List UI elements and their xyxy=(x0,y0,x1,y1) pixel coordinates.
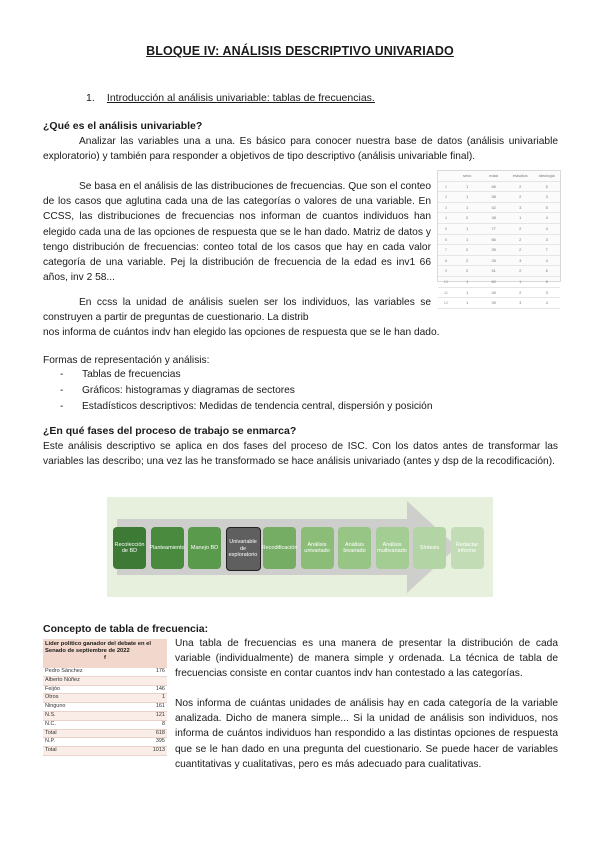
table-cell: 1 xyxy=(466,204,469,210)
table-cell: 10 xyxy=(443,278,449,284)
table-cell: 3 xyxy=(519,204,522,210)
table-row xyxy=(438,288,560,299)
table-cell: 66 xyxy=(491,183,496,189)
table-cell: 2 xyxy=(519,225,522,231)
row-label: Alberto Núñez xyxy=(45,676,80,683)
table-row xyxy=(43,677,167,686)
table-cell: 6 xyxy=(545,268,548,274)
table-cell: 6 xyxy=(444,236,448,242)
table-cell: 2 xyxy=(519,183,522,189)
table-cell: 1 xyxy=(444,183,448,189)
table-cell: 60 xyxy=(491,278,496,284)
row-label: Feijóo xyxy=(45,685,60,692)
table-cell: 51 xyxy=(491,268,496,274)
row-value: 395 xyxy=(155,738,165,745)
table-cell: 3 xyxy=(545,289,548,295)
process-step: Univariable de exploratorio xyxy=(226,527,261,571)
table-row xyxy=(43,668,167,677)
table-cell: 9 xyxy=(444,268,448,274)
table-row xyxy=(438,277,560,288)
table-cell: 2 xyxy=(519,268,522,274)
table-cell: 1 xyxy=(519,278,522,284)
grid-body xyxy=(438,182,560,309)
table-row xyxy=(43,694,167,703)
table-cell: 4 xyxy=(545,257,548,263)
table-row xyxy=(438,298,560,309)
row-value: 1013 xyxy=(152,747,165,754)
table-cell: 1 xyxy=(466,289,469,295)
table-cell: 2 xyxy=(444,194,448,200)
table-row xyxy=(43,712,167,721)
table-row xyxy=(438,235,560,246)
table-row xyxy=(438,266,560,277)
table-cell: 4 xyxy=(545,215,548,221)
process-step: Análisis univariado xyxy=(301,527,334,569)
table-cell: 77 xyxy=(491,225,496,231)
table-cell: 3 xyxy=(519,257,522,263)
list-item: - Gráficos: histogramas y diagramas de sectores xyxy=(60,383,560,399)
table-cell: 1 xyxy=(466,183,469,189)
table-row xyxy=(43,703,167,712)
section-heading xyxy=(86,92,375,104)
table-cell: 1 xyxy=(466,278,469,284)
row-label: Total xyxy=(45,729,57,736)
list-item: - Tablas de frecuencias xyxy=(60,367,560,383)
table-cell: 35 xyxy=(491,247,496,253)
row-value: 8 xyxy=(161,720,165,727)
freq-table-body xyxy=(43,668,167,756)
row-value: 121 xyxy=(155,711,165,718)
process-step: Redactar informe xyxy=(451,527,484,569)
table-cell: 5 xyxy=(545,278,548,284)
table-cell: 3 xyxy=(444,204,448,210)
table-cell: 1 xyxy=(466,194,469,200)
table-cell: 5 xyxy=(545,204,548,210)
freq-table-header: Líder político ganador del debate en el Senado de septiembre de 2022 f xyxy=(43,639,167,668)
table-cell: 2 xyxy=(519,247,522,253)
table-cell: 2 xyxy=(466,268,469,274)
paragraph-fases: Este análisis descriptivo se aplica en dos fases del proceso de ISC. Con los datos antes de transformar las variables las describo; una vez las he transformado se hace análisis univariado (antes y dsp de la recodificación). xyxy=(43,441,558,468)
row-label: Ninguno xyxy=(45,703,66,710)
table-cell: 1 xyxy=(466,225,469,231)
table-cell: 58 xyxy=(491,194,496,200)
table-cell: 42 xyxy=(491,204,496,210)
table-cell: 1 xyxy=(466,236,469,242)
row-value: 618 xyxy=(155,729,165,736)
row-value: 176 xyxy=(155,668,165,674)
process-step: Análisis bivariado xyxy=(338,527,371,569)
table-cell: 2 xyxy=(466,247,469,253)
row-label: N.P. xyxy=(45,738,55,745)
heading-fases: ¿En qué fases del proceso de trabajo se enmarca? xyxy=(43,425,297,437)
table-row xyxy=(43,686,167,695)
table-row xyxy=(438,245,560,256)
row-label: N.C. xyxy=(45,720,56,727)
table-row xyxy=(43,738,167,747)
table-cell: 1 xyxy=(466,300,469,306)
process-step: Manejo BD xyxy=(188,527,221,569)
table-cell: 5 xyxy=(444,225,448,231)
table-cell: 39 xyxy=(491,300,496,306)
table-row xyxy=(438,182,560,193)
heading-concepto: Concepto de tabla de frecuencia: xyxy=(43,623,209,635)
formas-intro: Formas de representación y análisis: xyxy=(43,355,210,366)
table-cell: 2 xyxy=(466,215,469,221)
paragraph-intro: Analizar las variables una a una. Es básico para conocer nuestra base de datos (análisis univariable exploratorio) y también para responder a objetivos de tipo descriptivo (análisis univariable final). xyxy=(43,136,558,163)
row-value: 1 xyxy=(161,694,165,701)
table-row xyxy=(43,730,167,739)
table-row xyxy=(438,224,560,235)
table-cell: 2 xyxy=(519,236,522,242)
page-title: BLOQUE IV: ANÁLISIS DESCRIPTIVO UNIVARIADO xyxy=(146,44,454,58)
table-cell: 28 xyxy=(491,257,496,263)
section-number: 1. xyxy=(86,92,95,104)
table-cell: 3 xyxy=(545,194,548,200)
table-cell: 2 xyxy=(519,194,522,200)
table-cell: 7 xyxy=(444,247,448,253)
paragraph-concepto: Una tabla de frecuencias es una manera de presentar la distribución de cada variable (individualmente) de manera simple y ordenada. La técnica de tabla de frecuencias consiste en contar cuantos indv han contestado a las categorías. xyxy=(175,638,558,680)
row-value: 161 xyxy=(155,703,165,710)
table-cell: 8 xyxy=(444,257,448,263)
data-matrix-image xyxy=(437,170,561,306)
table-cell: 3 xyxy=(545,236,548,242)
row-label: Total xyxy=(45,747,57,754)
table-cell: 4 xyxy=(545,225,548,231)
process-step: Análisis multivariado xyxy=(376,527,409,569)
row-label: Pedro Sánchez xyxy=(45,668,83,674)
frequency-table-image xyxy=(43,639,167,754)
section-title: Introducción al análisis univariable: tablas de frecuencias. xyxy=(106,92,375,104)
row-label: Otros xyxy=(45,694,59,701)
table-cell: 5 xyxy=(545,183,548,189)
table-row xyxy=(43,721,167,730)
list-item: - Estadísticos descriptivos: Medidas de tendencia central, dispersión y posición xyxy=(60,399,560,415)
table-row xyxy=(438,192,560,203)
table-cell: 2 xyxy=(466,257,469,263)
paragraph-ccss-cont: nos informa de cuántos indv han elegido las opciones de respuesta que se le han dado. xyxy=(43,327,440,338)
table-cell: 4 xyxy=(545,300,548,306)
process-step: Planteamiento xyxy=(151,527,184,569)
table-cell: 7 xyxy=(545,247,548,253)
table-row xyxy=(43,747,167,756)
grid-header-row: sexo edad estudios ideologia xyxy=(438,171,560,182)
paragraph-informa: Nos informa de cuántas unidades de análisis hay en cada categoría de la variable analizada. Dicho de manera simple... Si la unidad de análisis son individuos, nos informa de cuántos individuos han respondido a las distintas opciones de respuesta que se le han dado en una pregunta del cuestionario. Se puede hacer de variables cuantitativas y cualitativas, pero es más adecuado para cualitativas. xyxy=(175,698,558,770)
table-cell: 38 xyxy=(491,215,496,221)
paragraph-ccss: En ccss la unidad de análisis suelen ser los individuos, las variables se construyen a partir de preguntas de cuestionario. La distrib xyxy=(43,297,431,324)
table-cell: 1 xyxy=(519,215,522,221)
heading-que-es: ¿Qué es el análisis univariable? xyxy=(43,120,203,132)
table-cell: 3 xyxy=(519,300,522,306)
process-step: Recodificación xyxy=(263,527,296,569)
formas-list xyxy=(60,367,560,415)
table-cell: 2 xyxy=(519,289,522,295)
row-value: 146 xyxy=(155,685,165,692)
process-diagram xyxy=(107,497,493,597)
process-step: Recolección de BD xyxy=(113,527,146,569)
table-cell: 11 xyxy=(443,289,449,295)
table-row xyxy=(438,256,560,267)
row-label: N.S. xyxy=(45,711,56,718)
table-cell: 12 xyxy=(443,300,449,306)
paragraph-distribuciones: Se basa en el análisis de las distribuciones de frecuencias. Que son el conteo de los casos que aglutina cada una de las categorías o valores de una variable. En CCSS, las distribuciones de frecuencias nos informan de cuantos individuos han elegido cada una de las opciones de respuesta que se le han dado. Matriz de datos y tengo distribución de frecuencias: conteo total de los casos que hay en cada valor categoría de una variable. Pej la distribución de frecuencia de la edad es inv1 66 años, inv 2 58... xyxy=(43,181,431,284)
table-row xyxy=(438,203,560,214)
table-cell: 45 xyxy=(491,289,496,295)
table-cell: 4 xyxy=(444,215,448,221)
table-cell: 66 xyxy=(491,236,496,242)
table-row xyxy=(438,213,560,224)
process-step: Síntesis xyxy=(413,527,446,569)
